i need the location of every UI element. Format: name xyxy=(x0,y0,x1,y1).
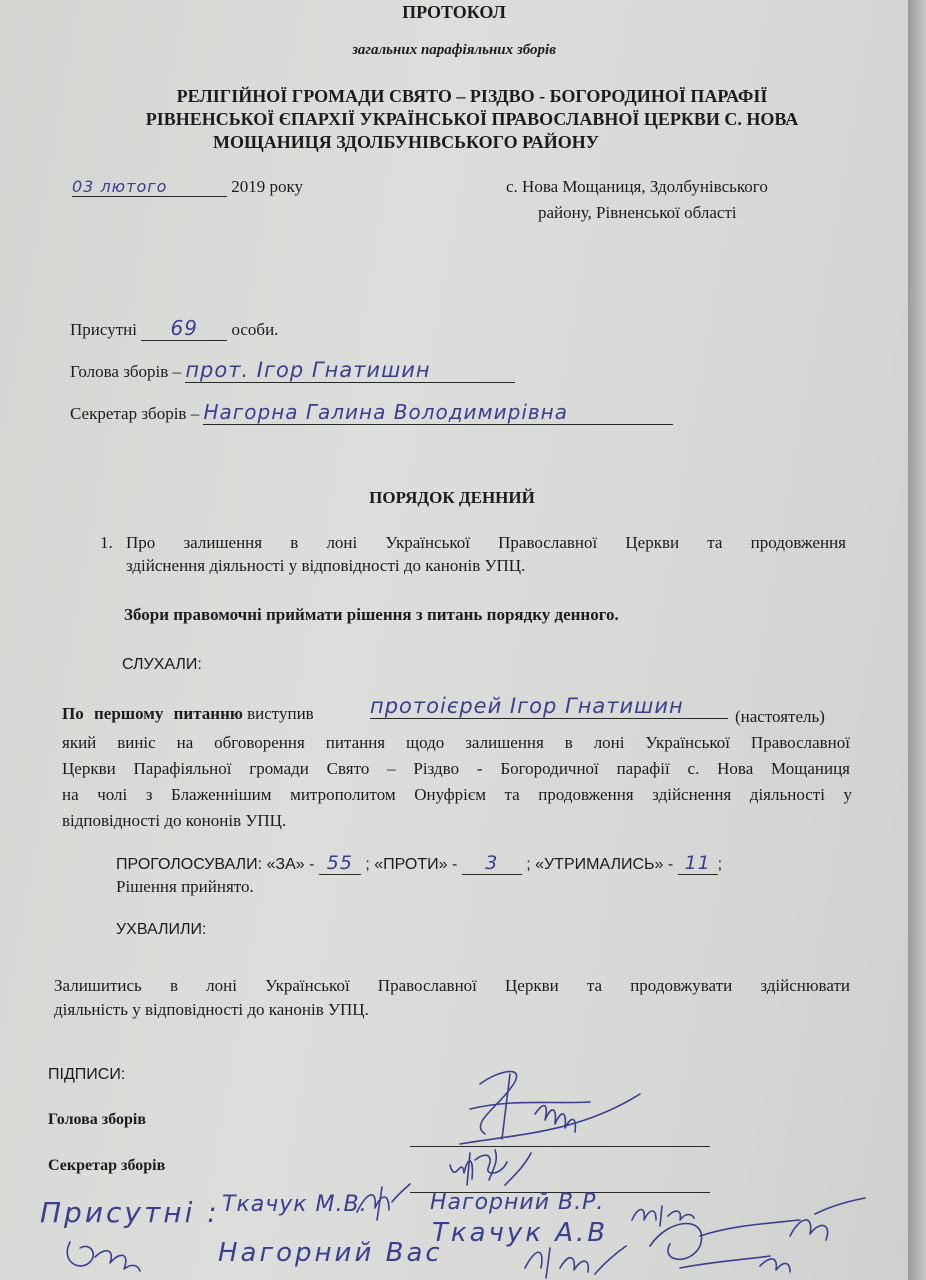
chair-row xyxy=(70,358,515,383)
handwritten-signature-b xyxy=(352,1182,412,1222)
org-line-2: РІВНЕНСЬКОЇ ЄПАРХІЇ УКРАЇНСЬКОЇ ПРАВОСЛАВНОЇ ЦЕРКВИ С. НОВА xyxy=(145,109,799,129)
speaker-role: (настоятель) xyxy=(735,707,825,726)
org-line-3: МОЩАНИЦЯ ЗДОЛБУНІВСЬКОГО РАЙОНУ xyxy=(213,132,599,152)
handwritten-signature-a xyxy=(60,1232,150,1280)
vote-for-value: 55 xyxy=(319,852,361,875)
vote-for-label: «ЗА» - xyxy=(266,856,315,873)
vote-row xyxy=(116,852,722,875)
present-suffix: особи. xyxy=(231,320,279,339)
heard-label: СЛУХАЛИ: xyxy=(122,656,202,673)
heard-intro-text: виступив xyxy=(247,704,314,723)
agenda-item-line-1: Про залишення в лоні Української Православної Церкви та продовження xyxy=(126,533,846,552)
secretary-value: Нагорна Галина Володимирівна xyxy=(203,400,673,425)
quorum-statement: Збори правомочні приймати рішення з питань порядку денного. xyxy=(124,605,619,624)
secretary-row xyxy=(70,400,673,425)
agenda-item-line-2: здійснення діяльності у відповідності до канонів УПЦ. xyxy=(126,556,526,575)
background-edge xyxy=(908,0,926,1280)
vote-label: ПРОГОЛОСУВАЛИ: xyxy=(116,856,263,873)
signatures-label: ПІДПИСИ: xyxy=(48,1066,126,1083)
heard-line-2: який виніс на обговорення питання щодо залишення в лоні Української Православної xyxy=(62,733,850,752)
vote-abstain-label: ; «УТРИМАЛИСЬ» - xyxy=(526,856,674,873)
present-value: 69 xyxy=(141,316,227,341)
chair-signature xyxy=(440,1064,650,1149)
handwritten-name-3: Ткачук А.В xyxy=(432,1218,609,1248)
vote-end: ; xyxy=(717,856,723,873)
heard-line-4: на чолі з Блаженнішим митрополитом Онуфрієм та продовження здійснення діяльності у xyxy=(62,785,852,804)
handwritten-name-2: Нагорний В.Р. xyxy=(430,1190,605,1215)
place-line-1: с. Нова Мощаниця, Здолбунівського xyxy=(506,177,768,196)
vote-result: Рішення прийнято. xyxy=(116,877,254,896)
document-subtitle: загальних парафіяльних зборів xyxy=(352,42,556,58)
present-label: Присутні xyxy=(70,320,137,339)
heard-intro-first: По першому питанню xyxy=(62,704,243,723)
handwritten-present-label: Присутні : xyxy=(40,1196,220,1229)
resolved-line-1: Залишитись в лоні Української Православної Церкви та продовжувати здійснювати xyxy=(54,976,850,995)
place-line-2: району, Рівненської області xyxy=(538,203,737,222)
date-year: 2019 року xyxy=(231,177,304,196)
handwritten-name-4: Нагорний Вас xyxy=(218,1238,443,1268)
present-row xyxy=(70,316,278,341)
vote-against-label: ; «ПРОТИ» - xyxy=(365,856,458,873)
document-title: ПРОТОКОЛ xyxy=(402,2,506,22)
handwritten-date: 03 лютого xyxy=(72,177,227,197)
speaker-name: протоієрей Ігор Гнатишин xyxy=(370,694,728,719)
handwritten-name-1: Ткачук М.В. xyxy=(222,1192,368,1217)
resolved-line-2: діяльність у відповідності до канонів УПЦ. xyxy=(54,1000,369,1019)
heard-intro-bold xyxy=(62,704,314,724)
agenda-item-number: 1. xyxy=(100,533,113,552)
vote-abstain-value: 11 xyxy=(678,852,718,875)
signature-secretary-label: Секретар зборів xyxy=(48,1157,166,1174)
heard-line-5: відповідності до кононів УПЦ. xyxy=(62,811,287,830)
agenda-heading: ПОРЯДОК ДЕННИЙ xyxy=(369,488,535,507)
chair-value: прот. Ігор Гнатишин xyxy=(185,358,515,383)
secretary-signature xyxy=(445,1145,535,1190)
vote-against-value: 3 xyxy=(462,852,522,875)
signature-chair-label: Голова зборів xyxy=(48,1111,146,1128)
heard-line-3: Церкви Парафіяльної громади Свято – Різдво - Богородичної парафії с. Нова Мощаниця xyxy=(62,759,850,778)
date-line xyxy=(72,177,303,197)
org-line-1: РЕЛІГІЙНОЇ ГРОМАДИ СВЯТО – РІЗДВО - БОГОРОДИНОЇ ПАРАФІЇ xyxy=(176,86,768,106)
chair-label: Голова зборів – xyxy=(70,362,182,381)
secretary-label: Секретар зборів – xyxy=(70,404,200,423)
handwritten-signature-e xyxy=(520,1238,630,1280)
resolved-label: УХВАЛИЛИ: xyxy=(116,921,207,938)
handwritten-signature-d xyxy=(628,1200,708,1230)
